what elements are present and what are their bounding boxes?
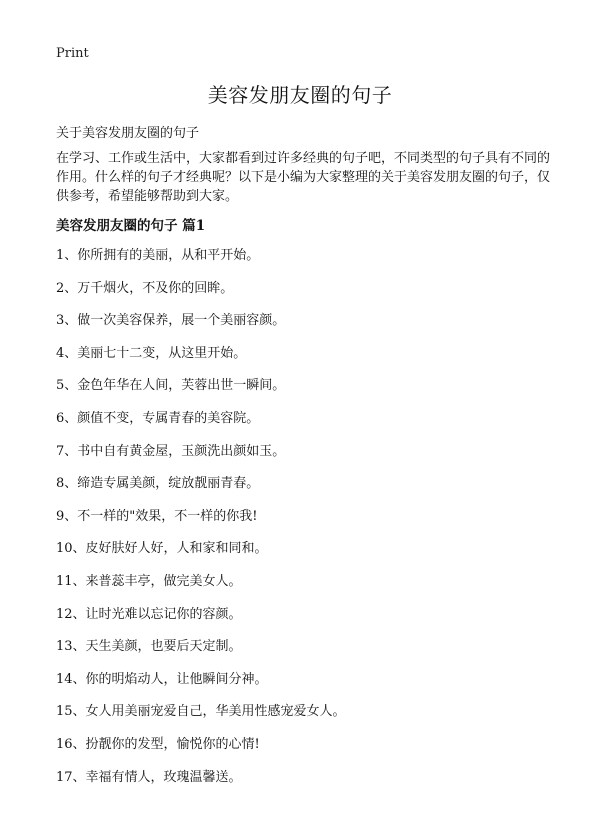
print-link[interactable]: Print [56, 46, 89, 61]
list-item: 9、不一样的"效果，不一样的你我! [56, 508, 258, 524]
page-title: 美容发朋友圈的句子 [207, 83, 393, 107]
list-item: 13、天生美颜，也要后天定制。 [56, 639, 242, 655]
list-item: 14、你的明焰动人，让他瞬间分神。 [56, 671, 268, 687]
section-heading: 美容发朋友圈的句子 篇1 [56, 218, 206, 234]
subtitle: 关于美容发朋友圈的句子 [56, 126, 200, 141]
list-item: 3、做一次美容保养，展一个美丽容颜。 [56, 313, 286, 329]
list-item: 17、幸福有情人，玫瑰温馨送。 [56, 769, 242, 785]
list-item: 6、颜值不变，专属青春的美容院。 [56, 410, 260, 426]
list-item: 4、美丽七十二变，从这里开始。 [56, 345, 247, 361]
list-item: 1、你所拥有的美丽，从和平开始。 [56, 248, 260, 263]
intro-paragraph: 在学习、工作或生活中，大家都看到过许多经典的句子吧，不同类型的句子具有不同的作用。什么样的句子才经典呢？以下是小编为大家整理的关于美容发朋友圈的句子，仅供参考，希望能够帮助到大家。 [56, 151, 551, 204]
sentence-list [56, 247, 346, 801]
list-item: 2、万千烟火，不及你的回眸。 [56, 280, 234, 296]
list-item: 5、金色年华在人间，芙蓉出世一瞬间。 [56, 378, 286, 394]
list-item: 12、让时光难以忘记你的容颜。 [56, 606, 242, 622]
list-item: 16、扮靓你的发型，愉悦你的心情! [56, 736, 260, 752]
list-item: 7、书中自有黄金屋，玉颜洗出颜如玉。 [56, 443, 286, 459]
list-item: 10、皮好肤好人好，人和家和同和。 [56, 541, 268, 557]
list-item: 15、女人用美丽宠爱自己，华美用性感宠爱女人。 [56, 704, 346, 720]
list-item: 11、来普蕊丰亭，做完美女人。 [56, 573, 242, 589]
list-item: 8、缔造专属美颜，绽放靓丽青春。 [56, 476, 260, 492]
